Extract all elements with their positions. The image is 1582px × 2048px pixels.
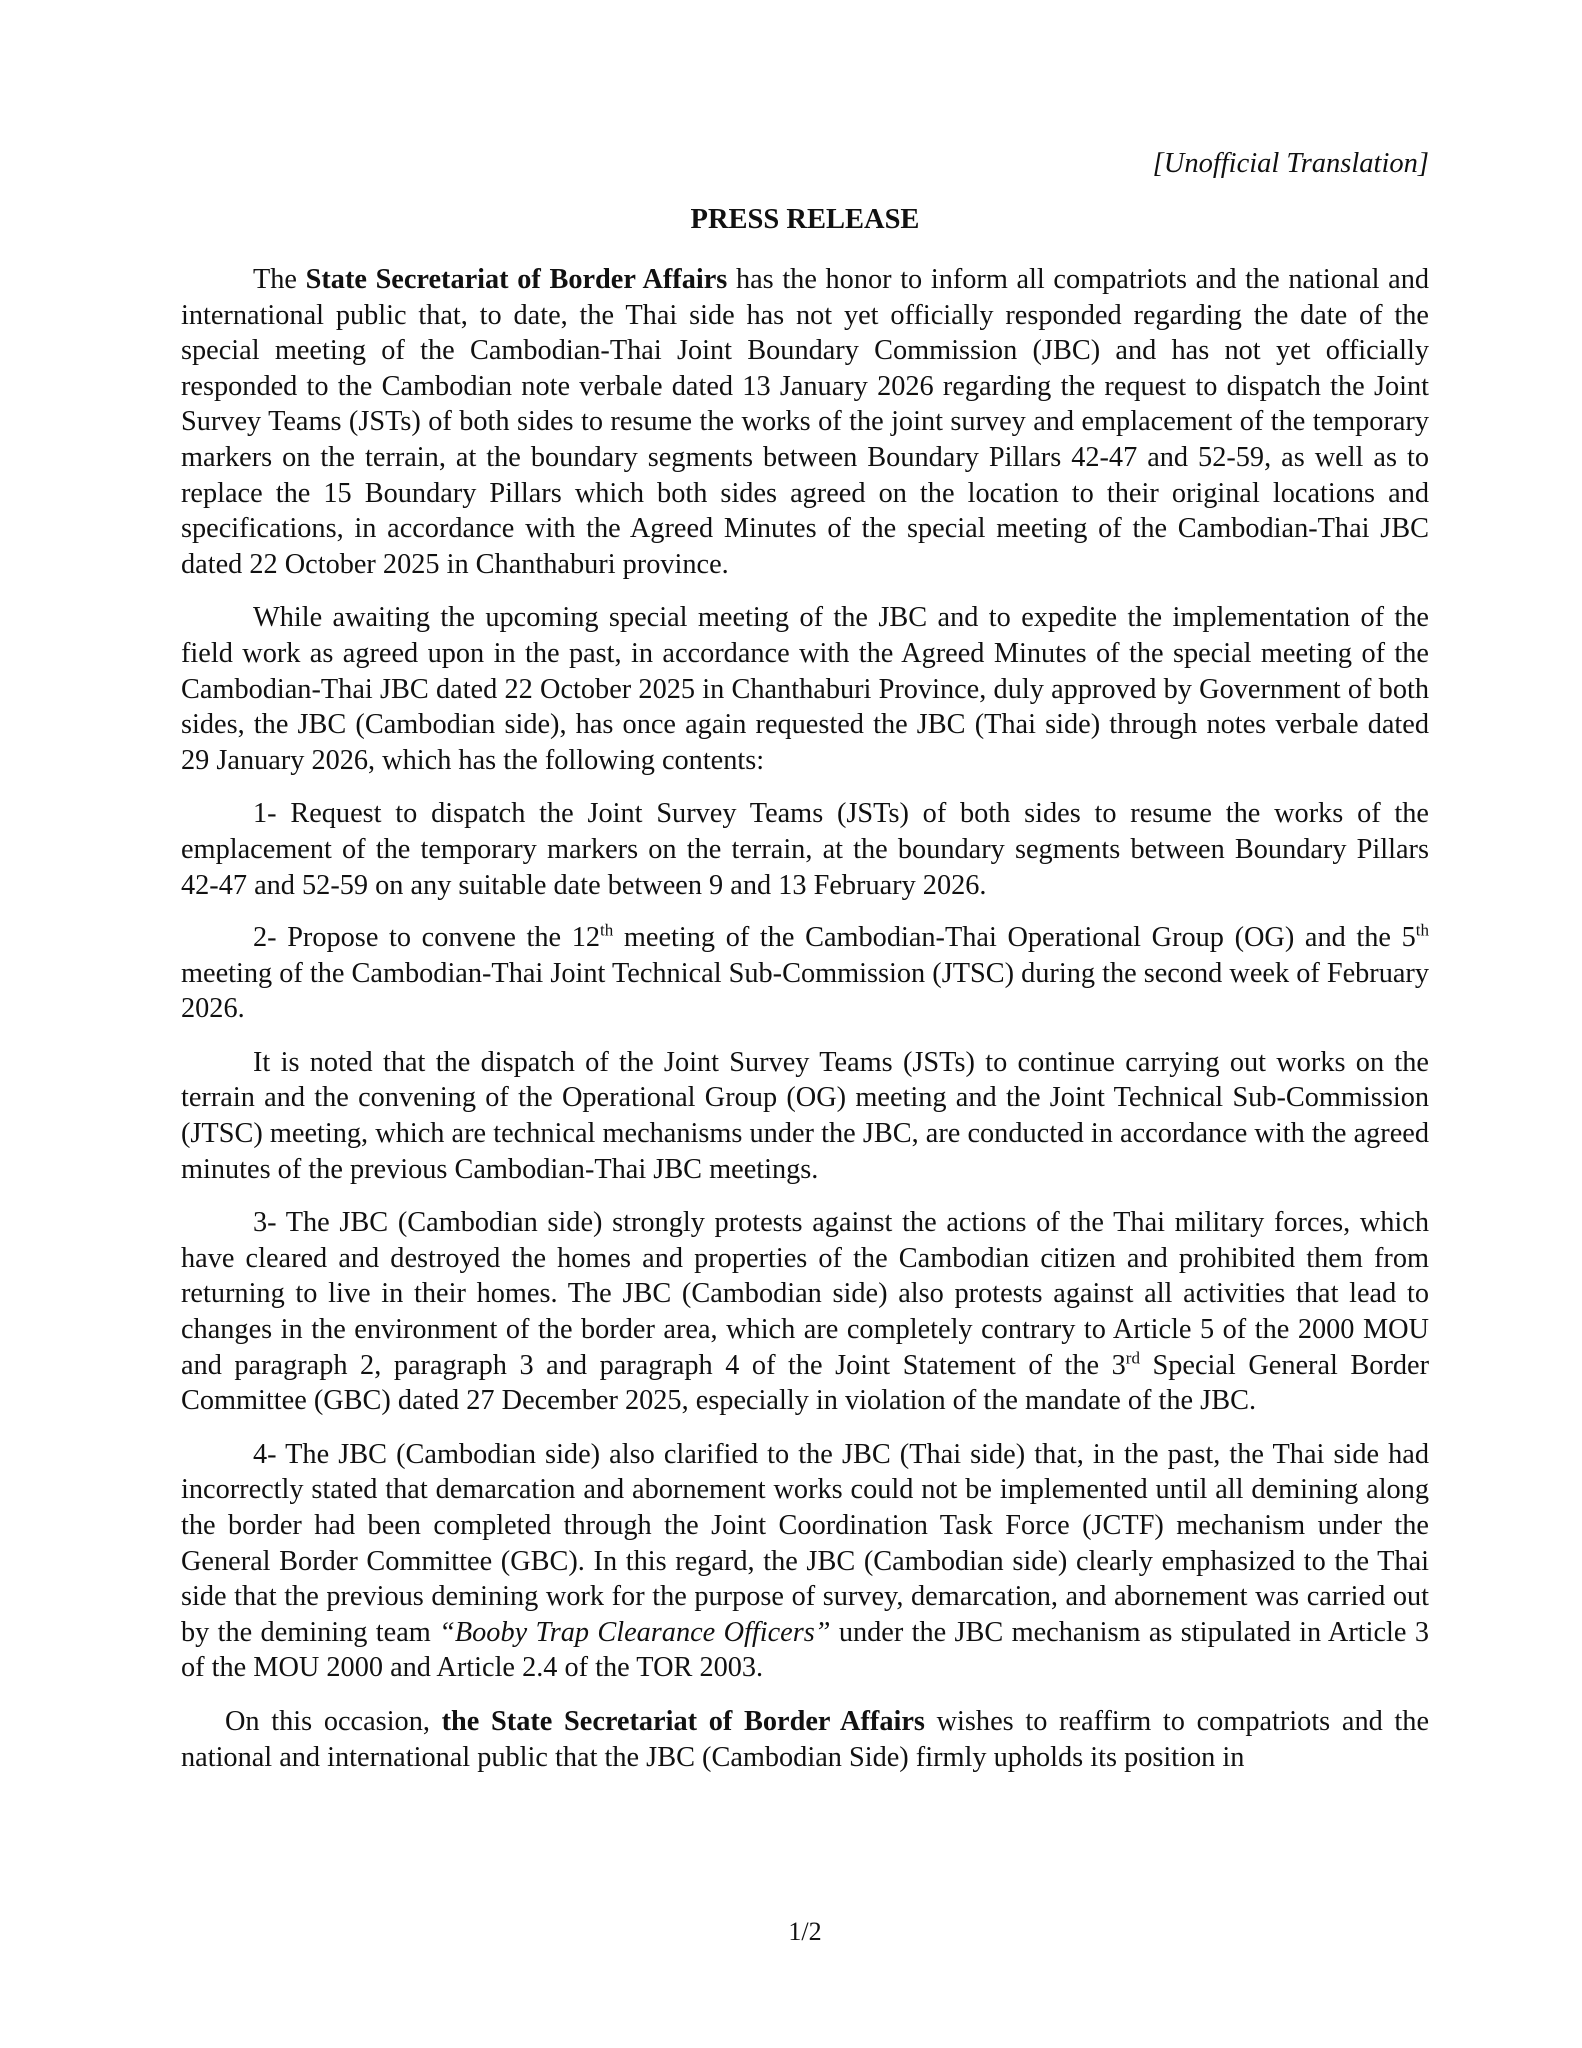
ordinal-suffix: th — [1415, 920, 1429, 940]
paragraph-intro — [181, 262, 1429, 582]
paragraph-item-2-text-a: 2- Propose to convene the 12 — [253, 922, 601, 954]
document-body — [181, 262, 1429, 1791]
paragraph-item-4-text-b: under the JBC mechanism as stipulated in Article 3 of the MOU 2000 and Article 2.4 of the TOR 2003. — [181, 1616, 1429, 1684]
paragraph-item-2 — [181, 920, 1429, 1027]
organization-name-bold: the State Secretariat of Border Affairs — [441, 1705, 925, 1737]
paragraph-closing — [181, 1704, 1429, 1775]
paragraph-item-4 — [181, 1437, 1429, 1686]
paragraph-intro-lead: The — [253, 264, 306, 295]
page-number: 1/2 — [788, 1917, 822, 1946]
paragraph-request-context: While awaiting the upcoming special meeting of the JBC and to expedite the implementation of the field work as agreed upon in the past, in accordance with the Agreed Minutes of the special meeting of the Cambodian-Thai JBC dated 22 October 2025 in Chanthaburi Province, duly approved by Government of both sides, the JBC (Cambodian side), has once again requested the JBC (Thai side) through notes verbale dated 29 January 2026, which has the following contents: — [181, 602, 1429, 776]
demining-team-name-italic: “Booby Trap Clearance Officers” — [439, 1616, 831, 1648]
paragraph-item-3-text-b: Special General Border Committee (GBC) dated 27 December 2025, especially in violation of the mandate of the JBC. — [181, 1349, 1430, 1417]
paragraph-item-2-text-b: meeting of the Cambodian-Thai Operational Group (OG) and the 5 — [613, 922, 1416, 954]
paragraph-intro-text: has the honor to inform all compatriots and the national and international public that, to date, the Thai side has not yet officially responded regarding the date of the special meeting of the Cambodian-Thai Joint Boundary Commission (JBC) and has not yet officially responded to the Cambodian note verbale dated 13 January 2026 regarding the request to dispatch the Joint Survey Teams (JSTs) of both sides to resume the works of the joint survey and emplacement of the temporary markers on the terrain, at the boundary segments between Boundary Pillars 42-47 and 52-59, as well as to replace the 15 Boundary Pillars which both sides agreed on the location to their original locations and specifications, in accordance with the Agreed Minutes of the special meeting of the Cambodian-Thai JBC dated 22 October 2025 in Chanthaburi province. — [181, 264, 1429, 580]
unofficial-translation-note: [Unofficial Translation] — [1152, 148, 1429, 179]
paragraph-item-1: 1- Request to dispatch the Joint Survey Teams (JSTs) of both sides to resume the works of the emplacement of the temporary markers on the terrain, at the boundary segments between Boundary Pillars 42-47 and 52-59 on any suitable date between 9 and 13 February 2026. — [181, 798, 1429, 901]
page-title: PRESS RELEASE — [690, 204, 920, 235]
organization-name-bold: State Secretariat of Border Affairs — [305, 264, 728, 295]
paragraph-item-2-text-c: meeting of the Cambodian-Thai Joint Technical Sub-Commission (JTSC) during the second week of February 2026. — [181, 957, 1429, 1025]
paragraph-closing-lead: On this occasion, — [225, 1705, 442, 1737]
paragraph-item-3 — [181, 1205, 1429, 1419]
paragraph-item-4-text-a: 4- The JBC (Cambodian side) also clarified to the JBC (Thai side) that, in the past, the Thai side had incorrectly stated that demarcation and abornement works could not be implemented until all demining along the border had been completed through the Joint Coordination Task Force (JCTF) mechanism under the General Border Committee (GBC). In this regard, the JBC (Cambodian side) clearly emphasized to the Thai side that the previous demining work for the purpose of survey, demarcation, and abornement was carried out by the demining team — [181, 1438, 1429, 1648]
paragraph-closing-text: wishes to reaffirm to compatriots and the national and international public that the JBC (Cambodian Side) firmly upholds its position in — [181, 1705, 1430, 1773]
ordinal-suffix: rd — [1125, 1348, 1140, 1368]
ordinal-suffix: th — [600, 920, 614, 940]
paragraph-note: It is noted that the dispatch of the Joint Survey Teams (JSTs) to continue carrying out works on the terrain and the convening of the Operational Group (OG) meeting and the Joint Technical Sub-Commission (JTSC) meeting, which are technical mechanisms under the JBC, are conducted in accordance with the agreed minutes of the previous Cambodian-Thai JBC meetings. — [181, 1046, 1429, 1185]
paragraph-item-3-text-a: 3- The JBC (Cambodian side) strongly protests against the actions of the Thai military forces, which have cleared and destroyed the homes and properties of the Cambodian citizen and prohibited them from returning to live in their homes. The JBC (Cambodian side) also protests against all activities that lead to changes in the environment of the border area, which are completely contrary to Article 5 of the 2000 MOU and paragraph 2, paragraph 3 and paragraph 4 of the Joint Statement of the 3 — [181, 1207, 1429, 1381]
